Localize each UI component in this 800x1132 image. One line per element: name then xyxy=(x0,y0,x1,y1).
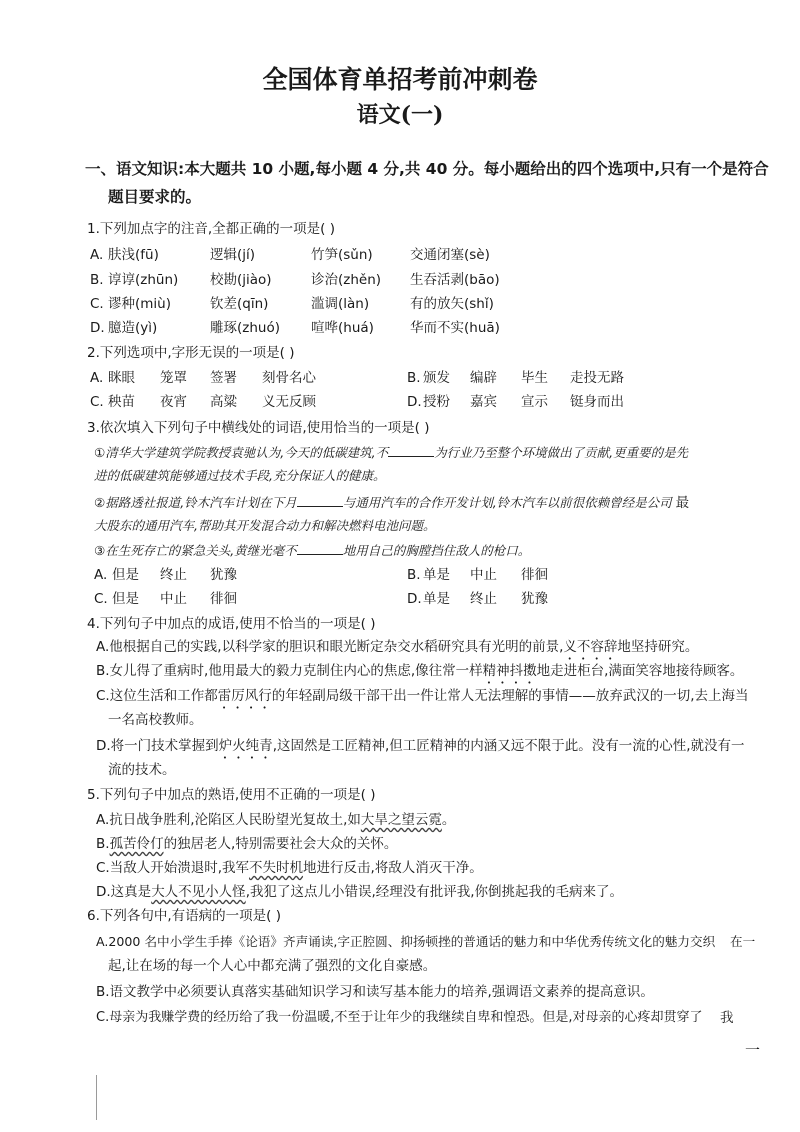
q1-option-item: 逻辑(jí) xyxy=(210,247,256,263)
page-mark: 一 xyxy=(745,1041,761,1059)
q4-stem: 4.下列句子中加点的成语,使用不恰当的一项是( ) xyxy=(87,616,376,632)
q1-option-item: 喧哗(huá) xyxy=(311,320,374,336)
q6-option-c-tail: 我 xyxy=(720,1010,734,1026)
q5-option-a: A.抗日战争胜利,沦陷区人民盼望光复故土,如大旱之望云霓。 xyxy=(96,812,456,828)
q5-option-d: D.这真是大人不见小人怪,我犯了这点儿小错误,经理没有批评我,你倒挑起我的毛病来了。 xyxy=(96,884,624,900)
q2-option-item: 秧苗 xyxy=(108,394,135,410)
marked-saying: 孤苦伶仃 xyxy=(109,836,164,852)
q2-option-item: 宣示 xyxy=(521,394,548,410)
q3-option-item: 犹豫 xyxy=(210,567,237,583)
fill-blank xyxy=(388,442,434,457)
marked-idiom: 义不容辞 xyxy=(563,639,618,655)
q2-option-item: 走投无路 xyxy=(570,370,624,386)
exam-subtitle: 语文(一) xyxy=(356,102,444,128)
q4-option-d: D.将一门技术掌握到炉火纯青,这固然是工匠精神,但工匠精神的内涵又远不限于此。没有一流的心性,就没有一 xyxy=(96,738,745,754)
scan-edge-line xyxy=(96,1075,97,1120)
marked-saying: 大旱之望云霓 xyxy=(360,812,442,828)
q2-option-item: 高粱 xyxy=(210,394,237,410)
q2-option-item: 颁发 xyxy=(423,370,450,386)
q2-option-item: 嘉宾 xyxy=(470,394,497,410)
q1-stem: 1.下列加点字的注音,全都正确的一项是( ) xyxy=(87,221,335,237)
q1-option-item: 滥调(làn) xyxy=(311,296,370,312)
q2-option-item: 义无反顾 xyxy=(262,394,316,410)
q3-sentence-2: ②据路透社报道,铃木汽车计划在下月 与通用汽车的合作开发计划,铃木汽车以前很依赖曾经是公司 最 xyxy=(94,492,689,513)
q6-option-a: A.2000 名中小学生手捧《论语》齐声诵读,字正腔圆、抑扬顿挫的普通话的魅力和中华优秀传统文化的魅力交织 xyxy=(96,934,716,949)
marked-idiom: 雷厉风行 xyxy=(217,688,272,704)
q6-option-b: B.语文教学中必须要认真落实基础知识学习和读写基本能力的培养,强调语文素养的提高意识。 xyxy=(96,984,654,1000)
q4-option-b: B.女儿得了重病时,他用最大的毅力克制住内心的焦虑,像往常一样精神抖擞地走进柜台,满面笑容地接待顾客。 xyxy=(96,663,744,679)
q5-option-b: B.孤苦伶仃的独居老人,特别需要社会大众的关怀。 xyxy=(96,836,398,852)
q6-option-c: C.母亲为我赚学费的经历给了我一份温暖,不至于让年少的我继续自卑和惶恐。但是,对母亲的心疼却贯穿了 xyxy=(96,1010,703,1025)
q1-option-label: D. xyxy=(90,320,105,336)
q2-option-item: 编辟 xyxy=(470,370,497,386)
q4-option-a: A.他根据自己的实践,以科学家的胆识和眼光断定杂交水稻研究具有光明的前景,义不容辞地坚持研究。 xyxy=(96,639,699,655)
q2-option-label: D. xyxy=(407,394,422,410)
q2-option-item: 授粉 xyxy=(423,394,450,410)
q1-option-label: C. xyxy=(90,296,104,312)
q1-option-item: 交通闭塞(sè) xyxy=(410,247,490,263)
q2-option-item: 眯眼 xyxy=(108,370,135,386)
marked-idiom: 炉火纯青 xyxy=(218,738,273,754)
fill-blank xyxy=(297,492,343,507)
q3-option-item: 中止 xyxy=(470,567,497,583)
q2-option-label: A. xyxy=(90,370,104,386)
q2-option-item: 毕生 xyxy=(521,370,548,386)
q1-option-item: 竹笋(sǔn) xyxy=(311,247,373,263)
q1-option-item: 诊治(zhěn) xyxy=(311,272,382,288)
q3-sentence-3: ③在生死存亡的紧急关头,黄继光毫不 地用自己的胸膛挡住敌人的枪口。 xyxy=(94,540,530,561)
q2-option-item: 铤身而出 xyxy=(570,394,624,410)
q1-option-item: 肤浅(fū) xyxy=(108,247,159,263)
q3-option-item: 终止 xyxy=(160,567,187,583)
q3-sentence-1-cont: 进的低碳建筑能够通过技术手段,充分保证人的健康。 xyxy=(94,468,386,483)
q3-sentence-2-cont: 大股东的通用汽车,帮助其开发混合动力和解决燃料电池问题。 xyxy=(94,518,436,533)
q1-option-item: 有的放矢(shǐ) xyxy=(410,296,494,312)
marked-idiom: 精神抖擞 xyxy=(482,663,537,679)
q3-option-label: B. xyxy=(407,567,421,583)
q1-option-item: 谬种(miù) xyxy=(108,296,171,312)
q3-option-item: 但是 xyxy=(112,567,139,583)
q1-option-label: B. xyxy=(90,272,104,288)
q2-option-label: B. xyxy=(407,370,421,386)
marked-saying: 不失时机 xyxy=(249,860,304,876)
q2-stem: 2.下列选项中,字形无误的一项是( ) xyxy=(87,345,295,361)
exam-title: 全国体育单招考前冲刺卷 xyxy=(262,65,538,94)
q1-option-item: 校勘(jiào) xyxy=(210,272,272,288)
q3-option-label: D. xyxy=(407,591,422,607)
q5-option-c: C.当敌人开始溃退时,我军不失时机地进行反击,将敌人消灭干净。 xyxy=(96,860,483,876)
q3-option-item: 犹豫 xyxy=(521,591,548,607)
q3-option-label: C. xyxy=(94,591,108,607)
q3-option-item: 终止 xyxy=(470,591,497,607)
q1-option-item: 华而不实(huā) xyxy=(410,320,500,336)
q6-option-a-tail: 在一 xyxy=(730,934,756,949)
q1-option-item: 雕琢(zhuó) xyxy=(210,320,280,336)
q2-option-item: 刻骨名心 xyxy=(262,370,316,386)
q2-option-item: 夜宵 xyxy=(160,394,187,410)
q3-option-item: 单是 xyxy=(423,591,450,607)
q1-option-item: 钦差(qīn) xyxy=(210,296,269,312)
q4-option-c-cont: 一名高校教师。 xyxy=(108,712,203,728)
q3-option-item: 但是 xyxy=(112,591,139,607)
q3-option-item: 徘徊 xyxy=(521,567,548,583)
q1-option-label: A. xyxy=(90,247,104,263)
q6-stem: 6.下列各句中,有语病的一项是( ) xyxy=(87,908,281,924)
q1-option-item: 谆谆(zhūn) xyxy=(108,272,179,288)
q4-option-c: C.这位生活和工作都雷厉风行的年轻副局级干部干出一件让常人无法理解的事情——放弃武汉的一切,去上海当 xyxy=(96,688,749,704)
q1-option-item: 臆造(yì) xyxy=(108,320,158,336)
q2-option-item: 笼罩 xyxy=(160,370,187,386)
fill-blank xyxy=(297,540,343,555)
q3-option-label: A. xyxy=(94,567,108,583)
q3-option-item: 中止 xyxy=(160,591,187,607)
q1-option-item: 生吞活剥(bāo) xyxy=(410,272,500,288)
marked-saying: 大人不见小人怪 xyxy=(151,884,246,900)
q2-option-label: C. xyxy=(90,394,104,410)
q4-option-d-cont: 流的技术。 xyxy=(108,762,176,778)
q3-option-item: 徘徊 xyxy=(210,591,237,607)
q2-option-item: 签署 xyxy=(210,370,237,386)
section-heading-cont: 题目要求的。 xyxy=(108,188,202,206)
q3-sentence-1: ①清华大学建筑学院教授袁驰认为,今天的低碳建筑,不 为行业乃至整个环境做出了贡献,更重要的是先 xyxy=(94,442,688,463)
q6-option-a-cont: 起,让在场的每一个人心中都充满了强烈的文化自豪感。 xyxy=(108,958,437,974)
q5-stem: 5.下列句子中加点的熟语,使用不正确的一项是( ) xyxy=(87,787,376,803)
q3-option-item: 单是 xyxy=(423,567,450,583)
section-heading: 一、语文知识:本大题共 10 小题,每小题 4 分,共 40 分。每小题给出的四个选项中,只有一个是符合 xyxy=(85,160,769,178)
q3-stem: 3.依次填入下列句子中横线处的词语,使用恰当的一项是( ) xyxy=(87,420,430,436)
